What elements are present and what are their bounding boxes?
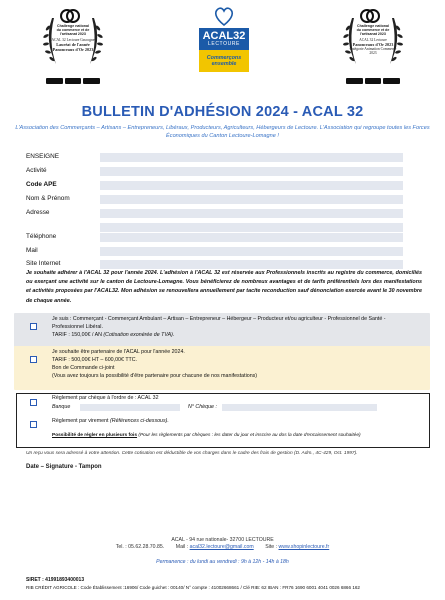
field-label-site: Site Internet: [26, 260, 61, 267]
mail-link[interactable]: acal32.lectoure@gmail.com: [189, 544, 254, 550]
field-label-enseigne: ENSEIGNE: [26, 153, 60, 160]
logo-city: LECTOURE: [208, 41, 240, 47]
app-store-badges: [46, 78, 100, 84]
enseigne-field[interactable]: [100, 153, 403, 162]
logo-slogan: Commerçons ensemble: [206, 55, 242, 67]
challenge-logo-icon: [360, 9, 380, 23]
option2-line1: Je souhaite être partenaire de l'ACAL pour l'année 2024.: [52, 349, 185, 355]
badge-org: ACAL 32 Lectoure: [359, 38, 387, 42]
code-ape-field[interactable]: [100, 181, 403, 190]
adresse-field-2[interactable]: [100, 223, 403, 232]
option2-line3: Bon de Commande ci-joint: [52, 365, 115, 371]
badge-header: Challenge national du commerce et de l'artisanat 2023: [356, 24, 390, 36]
option1-tarif: TARIF : 150,00€ / AN: [52, 332, 104, 338]
page-title: BULLETIN D'ADHÉSION 2024 - ACAL 32: [81, 104, 364, 120]
field-label-adresse: Adresse: [26, 209, 50, 216]
banque-label: Banque: [52, 404, 71, 410]
footer-address: ACAL - 94 rue nationale- 32700 LECTOURE: [171, 537, 274, 543]
field-label-activite: Activité: [26, 167, 47, 174]
banque-field[interactable]: [80, 404, 180, 411]
page-subtitle: L'Association des Commerçants – Artisans – Entrepreneurs, Libéraux, Producteurs, Agriculteurs, Hébergeurs de Lectoure. L'Association qui regroupe toutes les Forces Économiques du Canton Lectoure-Lomagne !: [15, 125, 430, 139]
field-label-nom: Nom & Prénom: [26, 195, 70, 202]
field-label-telephone: Téléphone: [26, 233, 57, 240]
heart-outline-icon: [212, 4, 236, 28]
cheque-checkbox[interactable]: [30, 399, 37, 406]
challenge-logo-icon: [60, 9, 80, 23]
cheque-number-label: N° Chèque :: [188, 404, 217, 410]
rib: RIB CRÉDIT AGRICOLE : Code Établissement :16906/ Code guichet : 00140/ N° compte : 41002668661 / Clé RIB: 62 IBAN : FR76 1690 6001 4041 0026 6866 162: [26, 585, 360, 590]
option1-line2: Professionnel Libéral.: [52, 324, 103, 330]
virement-label: Règlement par virement: [52, 418, 110, 424]
plusieurs-note: (Pour les règlements par chèques : les dater du jour et inscrire au dos la date d'encaissement souhaitée): [137, 433, 361, 438]
membership-checkbox[interactable]: [30, 323, 37, 330]
app-store-badges: [346, 78, 400, 84]
footer-hours: Permanence : du lundi au vendredi : 9h à 12h - 14h à 18h: [156, 559, 289, 565]
site-internet-field[interactable]: [100, 260, 403, 269]
option1-line1: Je suis : Commerçant - Commerçant Ambulant – Artisan – Entrepreneur – Hébergeur – Producteur et/ou agriculteur - Professionnel de Santé -: [52, 316, 386, 322]
option2-line4: (Vous avez toujours la possibilité d'être partenaire pour chacune de nos manifestations): [52, 373, 258, 379]
badge-award: Panonceaux d'Or 2023: [352, 42, 394, 48]
award-badge-left: [34, 4, 112, 88]
partner-checkbox[interactable]: [30, 356, 37, 363]
cheque-number-field[interactable]: [222, 404, 377, 411]
receipt-note: Un reçu vous sera adressé à votre attention. Cette cotisation est déductible de vos charges dans le cadre des frais de gestion (D. Adm., 4C-429, Oct. 1997).: [26, 451, 358, 456]
site-link[interactable]: www.shopinlectoure.fr: [278, 544, 330, 550]
footer-mail-label: Mail :: [175, 544, 190, 550]
field-label-code-ape: Code APE: [26, 181, 57, 188]
badge-header: Challenge national du commerce et de l'artisanat 2023: [56, 24, 90, 36]
footer-tel: Tel. : 05.62.28.70.85.: [115, 544, 165, 550]
telephone-field[interactable]: [100, 233, 403, 242]
activite-field[interactable]: [100, 167, 403, 176]
virement-note: (Références ci-dessous).: [110, 418, 169, 424]
badge-award: Lauréat de l'année Panonceaux d'Or 2023: [52, 42, 94, 53]
acal-logo: [199, 4, 249, 72]
siret: SIRET : 41991893400013: [26, 577, 85, 583]
membership-paragraph: Je souhaite adhérer à l'ACAL 32 pour l'année 2024. L'adhésion à l'ACAL 32 est réservée aux Professionnels inscrits au registre du commerce, domiciliés ou exerçant une activité sur le canton de Lectoure-Lomagne. Vous bénéficierez de nombreux avantages et de tarifs préférentiels lors des manifestations et activités proposées par l'ACAL32. Mon adhésion se renouvellera annuellement par tacite reconduction sauf dénonciation exercée avant le 30 novembre de chaque année.: [26, 270, 422, 304]
badge-org: ACAL 32 Lectoure Gascogne: [51, 38, 95, 42]
field-label-mail: Mail: [26, 247, 38, 254]
cheque-label: Règlement par chèque à l'ordre de : ACAL 32: [52, 395, 159, 401]
plusieurs-label: Possibilité de régler en plusieurs fois: [52, 433, 138, 438]
signature-label: Date – Signature - Tampon: [26, 464, 102, 470]
option2-line2: TARIF : 500,00€ HT – 600,00€ TTC.: [52, 357, 138, 363]
logo-name: ACAL32: [202, 30, 246, 42]
option1-tarif-note: (Cotisation exonérée de TVA).: [103, 332, 175, 338]
nom-prenom-field[interactable]: [100, 195, 403, 204]
badge-sub: Catégorie Animation Commerce 2023: [349, 47, 397, 56]
footer-site-label: Site :: [265, 544, 279, 550]
award-badge-right: [334, 4, 412, 88]
adresse-field[interactable]: [100, 209, 403, 218]
mail-field[interactable]: [100, 247, 403, 256]
virement-checkbox[interactable]: [30, 421, 37, 428]
